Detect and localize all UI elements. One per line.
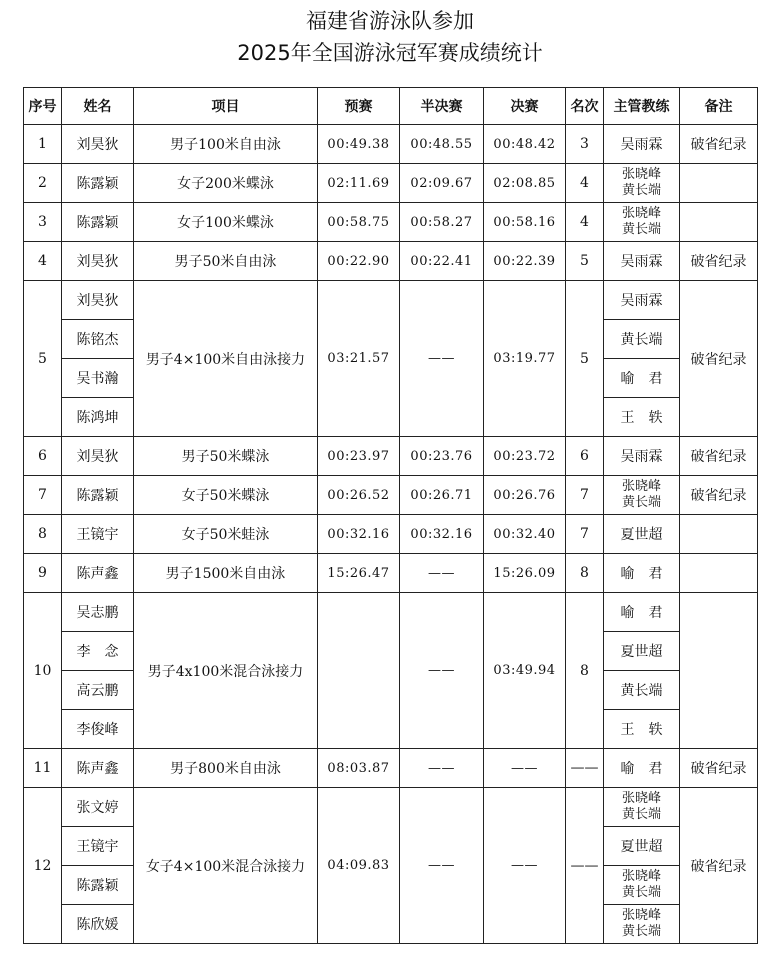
note: [680, 203, 758, 242]
final-time: 02:08.85: [484, 164, 566, 203]
event-name: 女子50米蝶泳: [134, 476, 318, 515]
heat-time: 00:49.38: [318, 125, 400, 164]
athlete-name: 陈露颖: [62, 164, 134, 203]
event-name: 女子50米蛙泳: [134, 515, 318, 554]
note: 破省纪录: [680, 788, 758, 944]
athlete-name: 陈露颖: [62, 866, 134, 905]
athlete-name: 张文婷: [62, 788, 134, 827]
final-time: 00:26.76: [484, 476, 566, 515]
athlete-name: 李俊峰: [62, 710, 134, 749]
final-time: 15:26.09: [484, 554, 566, 593]
rank: ——: [566, 749, 604, 788]
coach-name: 喻 君: [604, 554, 680, 593]
note: 破省纪录: [680, 242, 758, 281]
athlete-name: 陈露颖: [62, 476, 134, 515]
rank: ——: [566, 788, 604, 944]
coach-name: 张晓峰 黄长端: [604, 164, 680, 203]
heat-time: 00:23.97: [318, 437, 400, 476]
heat-time: 00:22.90: [318, 242, 400, 281]
rank: 5: [566, 242, 604, 281]
row-number: 2: [24, 164, 62, 203]
header-final: 决赛: [484, 88, 566, 125]
athlete-name: 刘昊狄: [62, 242, 134, 281]
athlete-name: 王镜宇: [62, 515, 134, 554]
table-header-row: [24, 88, 758, 125]
coach-name: 喻 君: [604, 593, 680, 632]
athlete-name: 陈鸿坤: [62, 398, 134, 437]
athlete-name: 刘昊狄: [62, 437, 134, 476]
athlete-name: 陈声鑫: [62, 554, 134, 593]
semi-time: ——: [400, 788, 484, 944]
table-row: [24, 788, 758, 827]
semi-time: 00:22.41: [400, 242, 484, 281]
coach-name: 张晓峰 黄长端: [604, 866, 680, 905]
coach-name: 王 轶: [604, 398, 680, 437]
event-name: 男子100米自由泳: [134, 125, 318, 164]
results-table: [23, 87, 758, 944]
row-number: 9: [24, 554, 62, 593]
event-name: 男子50米自由泳: [134, 242, 318, 281]
event-name: 男子4x100米混合泳接力: [134, 593, 318, 749]
semi-time: ——: [400, 593, 484, 749]
header-no: 序号: [24, 88, 62, 125]
semi-time: 00:48.55: [400, 125, 484, 164]
table-row: [24, 125, 758, 164]
athlete-name: 吴书瀚: [62, 359, 134, 398]
final-time: 00:58.16: [484, 203, 566, 242]
final-time: 00:23.72: [484, 437, 566, 476]
coach-name: 喻 君: [604, 749, 680, 788]
coach-name: 王 轶: [604, 710, 680, 749]
heat-time: 00:32.16: [318, 515, 400, 554]
coach-name: 夏世超: [604, 632, 680, 671]
athlete-name: 刘昊狄: [62, 125, 134, 164]
athlete-name: 刘昊狄: [62, 281, 134, 320]
semi-time: ——: [400, 281, 484, 437]
semi-time: 00:32.16: [400, 515, 484, 554]
table-row: [24, 515, 758, 554]
note: [680, 593, 758, 749]
table-row: [24, 593, 758, 632]
header-coach: 主管教练: [604, 88, 680, 125]
note: 破省纪录: [680, 749, 758, 788]
header-event: 项目: [134, 88, 318, 125]
final-time: 03:49.94: [484, 593, 566, 749]
heat-time: 04:09.83: [318, 788, 400, 944]
final-time: 03:19.77: [484, 281, 566, 437]
event-name: 女子100米蝶泳: [134, 203, 318, 242]
athlete-name: 陈露颖: [62, 203, 134, 242]
event-name: 男子4×100米自由泳接力: [134, 281, 318, 437]
rank: 7: [566, 515, 604, 554]
event-name: 男子1500米自由泳: [134, 554, 318, 593]
coach-name: 张晓峰 黄长端: [604, 788, 680, 827]
heat-time: [318, 593, 400, 749]
event-name: 男子800米自由泳: [134, 749, 318, 788]
rank: 8: [566, 554, 604, 593]
heat-time: 02:11.69: [318, 164, 400, 203]
semi-time: ——: [400, 749, 484, 788]
athlete-name: 高云鹏: [62, 671, 134, 710]
row-number: 5: [24, 281, 62, 437]
rank: 3: [566, 125, 604, 164]
athlete-name: 陈铭杰: [62, 320, 134, 359]
table-row: [24, 437, 758, 476]
athlete-name: 陈欣媛: [62, 905, 134, 944]
row-number: 3: [24, 203, 62, 242]
row-number: 6: [24, 437, 62, 476]
coach-name: 喻 君: [604, 359, 680, 398]
row-number: 1: [24, 125, 62, 164]
heat-time: 15:26.47: [318, 554, 400, 593]
row-number: 8: [24, 515, 62, 554]
rank: 5: [566, 281, 604, 437]
note: [680, 515, 758, 554]
row-number: 4: [24, 242, 62, 281]
athlete-name: 李 念: [62, 632, 134, 671]
table-row: [24, 554, 758, 593]
coach-name: 张晓峰 黄长端: [604, 476, 680, 515]
rank: 7: [566, 476, 604, 515]
table-row: [24, 476, 758, 515]
note: 破省纪录: [680, 437, 758, 476]
final-time: ——: [484, 788, 566, 944]
coach-name: 黄长端: [604, 320, 680, 359]
coach-name: 张晓峰 黄长端: [604, 203, 680, 242]
header-name: 姓名: [62, 88, 134, 125]
table-body: [24, 125, 758, 944]
event-name: 男子50米蝶泳: [134, 437, 318, 476]
coach-name: 夏世超: [604, 515, 680, 554]
heat-time: 00:26.52: [318, 476, 400, 515]
coach-name: 吴雨霖: [604, 437, 680, 476]
athlete-name: 王镜宇: [62, 827, 134, 866]
semi-time: 02:09.67: [400, 164, 484, 203]
heat-time: 03:21.57: [318, 281, 400, 437]
semi-time: ——: [400, 554, 484, 593]
event-name: 女子4×100米混合泳接力: [134, 788, 318, 944]
note: 破省纪录: [680, 125, 758, 164]
table-row: [24, 749, 758, 788]
note: [680, 554, 758, 593]
row-number: 12: [24, 788, 62, 944]
note: 破省纪录: [680, 476, 758, 515]
note: 破省纪录: [680, 281, 758, 437]
table-row: [24, 203, 758, 242]
header-rank: 名次: [566, 88, 604, 125]
page-subtitle: 2025年全国游泳冠军赛成绩统计: [237, 41, 543, 65]
table-row: [24, 281, 758, 320]
table-row: [24, 164, 758, 203]
athlete-name: 吴志鹏: [62, 593, 134, 632]
event-name: 女子200米蝶泳: [134, 164, 318, 203]
coach-name: 吴雨霖: [604, 125, 680, 164]
coach-name: 吴雨霖: [604, 281, 680, 320]
rank: 4: [566, 203, 604, 242]
final-time: 00:22.39: [484, 242, 566, 281]
row-number: 7: [24, 476, 62, 515]
coach-name: 夏世超: [604, 827, 680, 866]
athlete-name: 陈声鑫: [62, 749, 134, 788]
page-title: 福建省游泳队参加: [306, 9, 474, 33]
semi-time: 00:58.27: [400, 203, 484, 242]
final-time: 00:32.40: [484, 515, 566, 554]
rank: 4: [566, 164, 604, 203]
coach-name: 黄长端: [604, 671, 680, 710]
header-note: 备注: [680, 88, 758, 125]
rank: 8: [566, 593, 604, 749]
final-time: 00:48.42: [484, 125, 566, 164]
header-heat: 预赛: [318, 88, 400, 125]
heat-time: 08:03.87: [318, 749, 400, 788]
row-number: 10: [24, 593, 62, 749]
heat-time: 00:58.75: [318, 203, 400, 242]
semi-time: 00:23.76: [400, 437, 484, 476]
note: [680, 164, 758, 203]
header-semi: 半决赛: [400, 88, 484, 125]
coach-name: 吴雨霖: [604, 242, 680, 281]
semi-time: 00:26.71: [400, 476, 484, 515]
coach-name: 张晓峰 黄长端: [604, 905, 680, 944]
final-time: ——: [484, 749, 566, 788]
row-number: 11: [24, 749, 62, 788]
table-row: [24, 242, 758, 281]
rank: 6: [566, 437, 604, 476]
